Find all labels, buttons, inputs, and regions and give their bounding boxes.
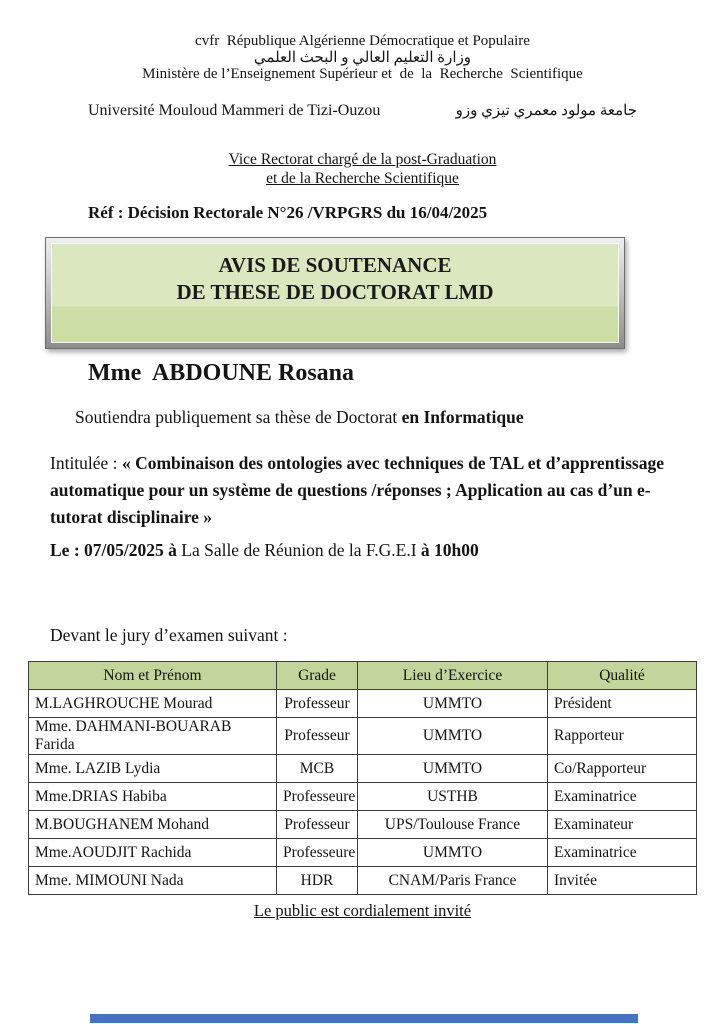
jury-name-cell: M.BOUGHANEM Mohand — [29, 811, 277, 839]
thesis-title-paragraph — [50, 450, 680, 531]
jury-grade-cell: HDR — [277, 867, 358, 895]
vice-rectorat-line1: Vice Rectorat chargé de la post-Graduation — [228, 151, 497, 168]
university-name-arabic: جامعة مولود معمري تيزي وزو — [455, 103, 637, 119]
jury-qualite-cell: Président — [548, 690, 697, 718]
vice-rectorat-block — [0, 150, 725, 188]
jury-table-column-header: Qualité — [548, 662, 697, 690]
jury-table-column-header: Lieu d’Exercice — [358, 662, 548, 690]
banner-title-line1: AVIS DE SOUTENANCE — [218, 253, 452, 277]
defense-time: à 10h00 — [420, 540, 479, 560]
jury-lieu-cell: UMMTO — [358, 690, 548, 718]
jury-table-row — [29, 811, 697, 839]
university-name-french: Université Mouloud Mammeri de Tizi-Ouzou — [88, 102, 381, 119]
jury-lieu-cell: UMMTO — [358, 755, 548, 783]
jury-name-cell: Mme.AOUDJIT Rachida — [29, 839, 277, 867]
jury-table-row — [29, 755, 697, 783]
jury-grade-cell: Professeur — [277, 811, 358, 839]
jury-lieu-cell: UMMTO — [358, 718, 548, 755]
jury-qualite-cell: Co/Rapporteur — [548, 755, 697, 783]
defense-date-line — [50, 540, 479, 561]
jury-intro-line: Devant le jury d’examen suivant : — [50, 625, 288, 645]
bottom-blue-bar — [90, 1014, 638, 1023]
notice-banner — [51, 243, 619, 343]
reference-line: Réf : Décision Rectorale N°26 /VRPGRS du 16/04/2025 — [88, 203, 488, 222]
jury-table-body — [29, 690, 697, 895]
jury-lieu-cell: UMMTO — [358, 839, 548, 867]
jury-qualite-cell: Examinateur — [548, 811, 697, 839]
jury-table-row — [29, 839, 697, 867]
university-row — [88, 101, 637, 120]
jury-grade-cell: MCB — [277, 755, 358, 783]
thesis-title-label: Intitulée : — [50, 453, 122, 473]
defense-statement-text: Soutiendra publiquement sa thèse de Doctorat — [75, 407, 402, 427]
jury-qualite-cell: Examinatrice — [548, 839, 697, 867]
jury-qualite-cell: Examinatrice — [548, 783, 697, 811]
jury-table — [28, 661, 697, 895]
public-invite-line — [0, 901, 725, 921]
vice-rectorat-line2: et de la Recherche Scientifique — [266, 170, 459, 187]
republic-line: cvfr République Algérienne Démocratique et Populaire — [195, 33, 530, 49]
jury-name-cell: Mme.DRIAS Habiba — [29, 783, 277, 811]
jury-name-cell: M.LAGHROUCHE Mourad — [29, 690, 277, 718]
jury-name-cell: Mme. DAHMANI-BOUARAB Farida — [29, 718, 277, 755]
jury-table-row — [29, 718, 697, 755]
jury-qualite-cell: Rapporteur — [548, 718, 697, 755]
ministry-line-arabic: وزارة التعليم العالي و البحث العلمي — [253, 49, 472, 66]
defense-statement — [75, 407, 524, 428]
document-header — [0, 33, 725, 83]
jury-lieu-cell: USTHB — [358, 783, 548, 811]
candidate-name: Mme ABDOUNE Rosana — [88, 360, 355, 386]
defense-date: Le : 07/05/2025 à — [50, 540, 177, 560]
jury-grade-cell: Professeur — [277, 690, 358, 718]
defense-field: en Informatique — [401, 407, 524, 427]
jury-lieu-cell: CNAM/Paris France — [358, 867, 548, 895]
notice-banner-frame — [45, 237, 625, 349]
banner-title-line2: DE THESE DE DOCTORAT LMD — [176, 280, 494, 304]
jury-grade-cell: Professeur — [277, 718, 358, 755]
jury-table-header-row — [29, 662, 697, 690]
jury-table-row — [29, 690, 697, 718]
ministry-line-french: Ministère de l’Enseignement Supérieur et de la Recherche Scientifique — [142, 66, 583, 82]
jury-name-cell: Mme. LAZIB Lydia — [29, 755, 277, 783]
thesis-title: « Combinaison des ontologies avec techniques de TAL et d’apprentissage automatique pour un système de questions /réponses ; Application au cas d’un e-tutorat disciplinaire » — [50, 453, 665, 527]
jury-table-row — [29, 867, 697, 895]
jury-grade-cell: Professeure — [277, 839, 358, 867]
jury-qualite-cell: Invitée — [548, 867, 697, 895]
jury-table-column-header: Nom et Prénom — [29, 662, 277, 690]
jury-lieu-cell: UPS/Toulouse France — [358, 811, 548, 839]
jury-name-cell: Mme. MIMOUNI Nada — [29, 867, 277, 895]
jury-table-row — [29, 783, 697, 811]
jury-grade-cell: Professeure — [277, 783, 358, 811]
defense-location: La Salle de Réunion de la F.G.E.I — [176, 540, 421, 560]
public-invite-text: Le public est cordialement invité — [253, 901, 472, 920]
jury-table-column-header: Grade — [277, 662, 358, 690]
